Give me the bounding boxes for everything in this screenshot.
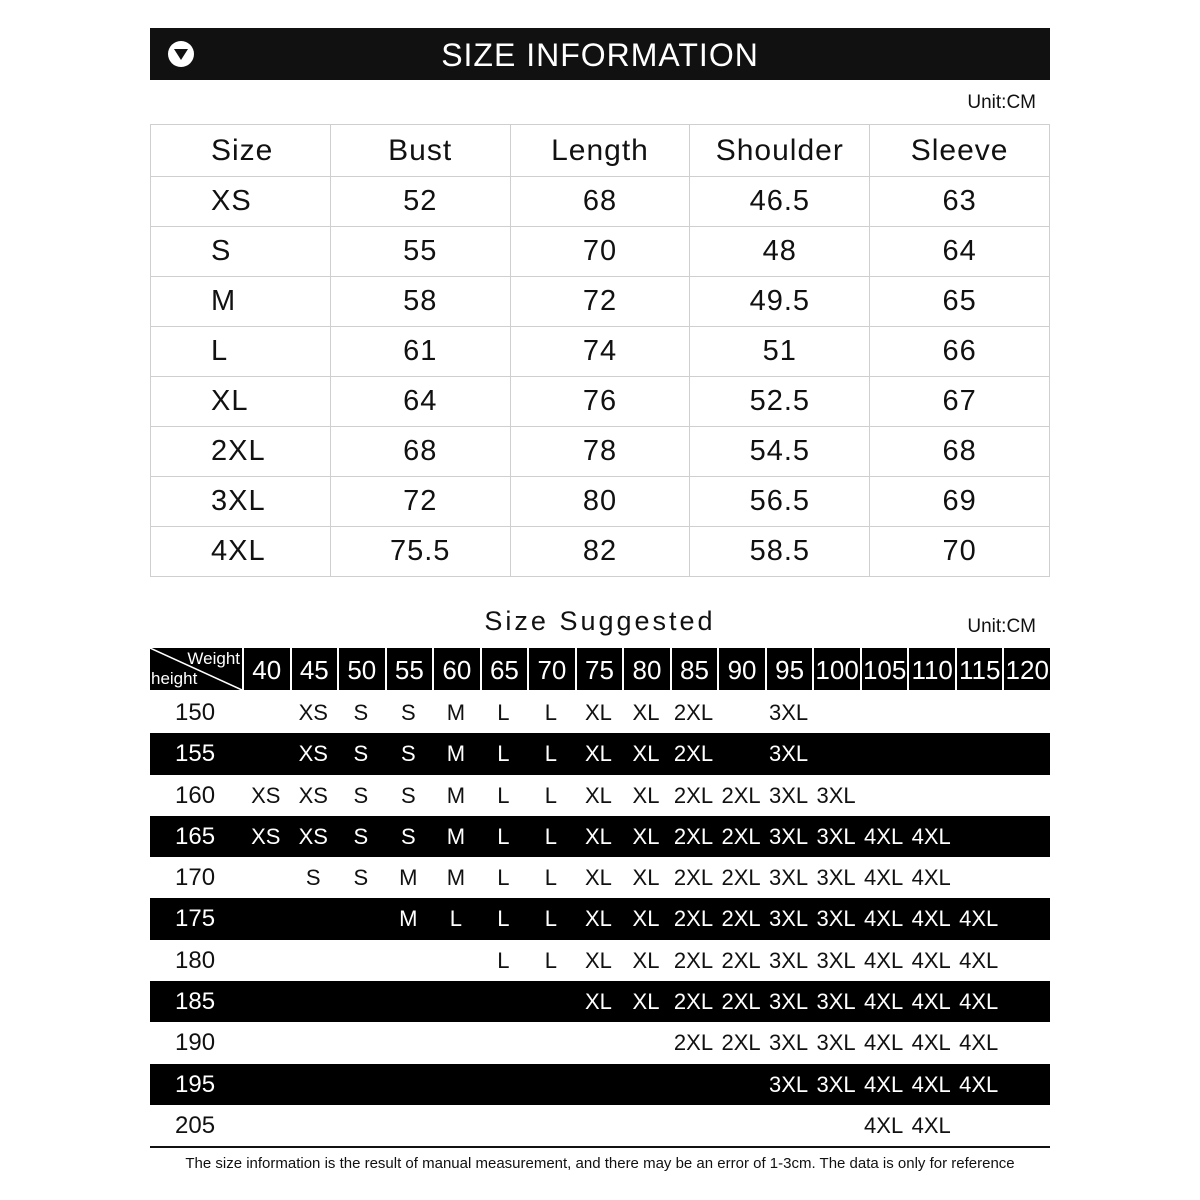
suggested-size-cell: M (399, 865, 418, 891)
height-label: 160 (175, 781, 216, 809)
table-cell: 58.5 (690, 527, 870, 577)
suggested-size-cell: XL (632, 823, 660, 849)
suggested-size-cell: 4XL (959, 906, 999, 932)
table-row (151, 327, 1050, 377)
suggested-size-cell: 4XL (959, 947, 999, 973)
suggested-size-cell: XL (585, 947, 612, 973)
weight-header-cell: 80 (622, 648, 670, 690)
suggested-size-cell: L (544, 741, 558, 767)
weight-header-cell: 70 (527, 648, 575, 690)
suggested-size-cell: 2XL (673, 989, 714, 1015)
suggested-size-cell: 3XL (768, 1071, 809, 1097)
suggested-size-cell: 3XL (768, 947, 809, 973)
height-label: 180 (175, 946, 216, 974)
suggested-size-cell: L (544, 947, 558, 973)
suggested-size-cell: 2XL (721, 782, 761, 808)
suggested-size-cell: L (544, 906, 558, 932)
suggested-size-cell: 2XL (673, 782, 714, 808)
weight-height-corner (150, 648, 242, 690)
table-row (151, 227, 1050, 277)
table-cell: 67 (870, 377, 1050, 427)
suggested-size-cell: 2XL (673, 823, 714, 849)
header-bar (150, 28, 1050, 80)
height-label: 170 (175, 864, 216, 892)
height-label: 155 (175, 740, 216, 768)
suggested-size-cell: L (497, 865, 510, 891)
suggested-size-cell: 3XL (768, 1030, 809, 1056)
suggested-size-cell: 4XL (911, 906, 951, 932)
table-cell: 68 (330, 427, 510, 477)
weight-header-cell: 60 (432, 648, 480, 690)
weight-header-cell: 120 (1002, 648, 1050, 690)
weight-header-cell: 95 (765, 648, 813, 690)
suggested-size-cell: 4XL (911, 1112, 951, 1138)
weight-header-cell: 75 (575, 648, 623, 690)
suggested-size-cell: L (497, 906, 510, 932)
table-cell: 70 (870, 527, 1050, 577)
weight-header-cell: 40 (242, 648, 290, 690)
suggested-size-cell: S (353, 865, 369, 891)
table-cell: 70 (510, 227, 690, 277)
weight-header-cell: 45 (290, 648, 338, 690)
suggested-size-cell: 3XL (768, 741, 809, 767)
suggested-size-cell: 3XL (768, 700, 809, 725)
suggested-size-cell: S (400, 741, 416, 767)
suggested-size-cell: XL (632, 741, 660, 767)
suggested-size-cell: 3XL (816, 782, 856, 808)
suggested-size-cell: 3XL (816, 1030, 856, 1056)
table-cell: 63 (870, 177, 1050, 227)
size-suggested-table (150, 692, 1050, 1146)
suggested-size-cell: L (497, 782, 510, 808)
table-cell: 2XL (151, 427, 331, 477)
page-title: SIZE INFORMATION (441, 37, 759, 73)
weight-header-row (150, 648, 1050, 690)
table-cell: 48 (690, 227, 870, 277)
table-row (150, 981, 1050, 1022)
suggested-size-cell: XL (585, 782, 612, 808)
table-row (150, 857, 1050, 898)
table-cell: 72 (330, 477, 510, 527)
suggested-size-cell: XL (632, 865, 660, 891)
table-cell: 55 (330, 227, 510, 277)
table-row (150, 775, 1050, 816)
table-cell: 4XL (151, 527, 331, 577)
footnote: The size information is the result of manual measurement, and there may be an error of 1-3cm. The data is only for reference (185, 1155, 1015, 1172)
suggested-size-cell: 2XL (673, 906, 714, 932)
table-cell: 75.5 (330, 527, 510, 577)
table-row (150, 816, 1050, 857)
table-cell: 52 (330, 177, 510, 227)
suggested-size-cell: S (400, 782, 416, 808)
suggested-size-cell: S (353, 741, 369, 767)
table-row (150, 898, 1050, 939)
suggested-size-cell: S (400, 823, 416, 849)
suggested-size-cell: XL (585, 865, 612, 891)
suggested-size-cell: 3XL (816, 865, 856, 891)
suggested-size-cell: 3XL (768, 906, 809, 932)
height-label: 190 (175, 1029, 216, 1057)
table-row (151, 427, 1050, 477)
suggested-size-cell: 4XL (864, 989, 904, 1015)
suggested-size-cell: 4XL (959, 1030, 999, 1056)
table-cell: 66 (870, 327, 1050, 377)
table-cell: 61 (330, 327, 510, 377)
weight-header-cell: 110 (907, 648, 955, 690)
table-row (150, 1105, 1050, 1146)
table-cell: 76 (510, 377, 690, 427)
suggested-size-cell: XL (585, 700, 612, 725)
suggested-size-cell: 4XL (911, 989, 951, 1015)
table-cell: 56.5 (690, 477, 870, 527)
suggested-size-cell: 2XL (673, 700, 714, 725)
table-cell: 49.5 (690, 277, 870, 327)
suggested-size-cell: XL (585, 906, 612, 932)
table-cell: XS (151, 177, 331, 227)
suggested-size-cell: 3XL (768, 865, 809, 891)
table-cell: 3XL (151, 477, 331, 527)
table-cell: 74 (510, 327, 690, 377)
size-table-unit: Unit:CM (967, 92, 1036, 113)
suggested-size-cell: 3XL (768, 823, 809, 849)
table-cell: 78 (510, 427, 690, 477)
table-cell: 64 (330, 377, 510, 427)
suggested-size-cell: 3XL (816, 1071, 856, 1097)
suggested-size-cell: XL (632, 700, 660, 725)
table-cell: S (151, 227, 331, 277)
suggested-size-cell: XS (251, 782, 281, 808)
column-header-bust: Bust (330, 125, 510, 177)
suggested-size-cell: L (544, 823, 558, 849)
suggested-size-cell: 4XL (864, 823, 904, 849)
table-row (151, 527, 1050, 577)
suggested-size-cell: 3XL (768, 989, 809, 1015)
suggested-size-cell: 2XL (673, 741, 714, 767)
suggested-size-cell: 4XL (911, 947, 951, 973)
suggested-size-cell: XS (298, 700, 328, 725)
table-cell: M (151, 277, 331, 327)
suggested-size-cell: 3XL (816, 906, 856, 932)
table-row (151, 377, 1050, 427)
suggested-size-cell: 3XL (816, 947, 856, 973)
column-header-sleeve: Sleeve (870, 125, 1050, 177)
suggested-size-cell: XL (632, 906, 660, 932)
table-cell: XL (151, 377, 331, 427)
suggested-size-cell: 4XL (864, 947, 904, 973)
table-cell: 58 (330, 277, 510, 327)
weight-header-cell: 55 (385, 648, 433, 690)
divider (150, 1146, 1050, 1148)
table-row (150, 1022, 1050, 1063)
suggested-size-cell: 3XL (768, 782, 809, 808)
suggested-size-cell: XS (298, 823, 328, 849)
table-row (150, 1064, 1050, 1105)
weight-header-cell: 100 (812, 648, 860, 690)
table-cell: 72 (510, 277, 690, 327)
table-row (150, 940, 1050, 981)
suggested-size-cell: L (449, 906, 462, 932)
suggested-size-cell: XL (632, 989, 660, 1015)
suggested-size-cell: 2XL (721, 989, 761, 1015)
height-label: 195 (175, 1070, 216, 1098)
suggested-size-cell: S (353, 782, 369, 808)
weight-header-cell: 65 (480, 648, 528, 690)
weight-header-cell: 85 (670, 648, 718, 690)
suggested-size-cell: M (446, 741, 466, 767)
suggested-size-cell: XL (585, 823, 612, 849)
suggested-size-cell: S (400, 700, 416, 725)
weight-header-cell: 90 (717, 648, 765, 690)
suggested-size-cell: S (353, 700, 369, 725)
suggested-size-cell: 4XL (911, 865, 951, 891)
suggested-size-cell: 3XL (816, 823, 856, 849)
suggested-size-cell: M (446, 782, 466, 808)
size-information-table (150, 124, 1050, 577)
suggested-size-cell: M (446, 700, 466, 725)
suggested-size-cell: 2XL (721, 865, 761, 891)
table-row (151, 177, 1050, 227)
suggested-size-cell: XS (251, 823, 281, 849)
suggested-size-cell: 4XL (864, 906, 904, 932)
table-cell: 52.5 (690, 377, 870, 427)
suggested-size-cell: 4XL (911, 1030, 951, 1056)
suggested-size-cell: 4XL (959, 989, 999, 1015)
height-label: 165 (175, 822, 216, 850)
suggested-size-cell: 2XL (721, 947, 761, 973)
table-row (150, 692, 1050, 733)
weight-header-cell: 115 (955, 648, 1003, 690)
table-cell: 65 (870, 277, 1050, 327)
height-label: 185 (175, 988, 216, 1016)
table-cell: 68 (870, 427, 1050, 477)
table-cell: 51 (690, 327, 870, 377)
corner-weight-label: Weight (187, 649, 240, 668)
suggested-size-cell: XL (632, 947, 660, 973)
corner-height-label: height (151, 669, 198, 688)
suggested-size-cell: 4XL (864, 865, 904, 891)
suggested-size-cell: 2XL (673, 947, 714, 973)
column-header-length: Length (510, 125, 690, 177)
suggested-size-cell: 4XL (911, 823, 951, 849)
weight-header-cell: 105 (860, 648, 908, 690)
size-suggested-title: Size Suggested (484, 606, 716, 636)
column-header-size: Size (151, 125, 331, 177)
suggested-size-cell: 4XL (959, 1071, 999, 1097)
size-suggested-unit: Unit:CM (967, 616, 1036, 637)
table-cell: 46.5 (690, 177, 870, 227)
suggested-size-cell: 2XL (673, 1030, 714, 1056)
suggested-size-cell: 2XL (673, 865, 714, 891)
suggested-size-cell: 4XL (911, 1071, 951, 1097)
table-row (151, 277, 1050, 327)
table-cell: 82 (510, 527, 690, 577)
suggested-size-cell: XL (585, 989, 612, 1015)
suggested-size-cell: L (497, 823, 510, 849)
suggested-size-cell: 2XL (721, 906, 761, 932)
suggested-size-cell: L (497, 947, 510, 973)
suggested-size-cell: 4XL (864, 1030, 904, 1056)
weight-header-cell: 50 (337, 648, 385, 690)
suggested-size-cell: L (544, 865, 558, 891)
table-row (150, 733, 1050, 774)
suggested-size-cell: L (497, 741, 510, 767)
column-header-shoulder: Shoulder (690, 125, 870, 177)
table-cell: 68 (510, 177, 690, 227)
suggested-size-cell: 4XL (864, 1112, 904, 1138)
suggested-size-cell: M (446, 865, 466, 891)
suggested-size-cell: XS (298, 782, 328, 808)
suggested-size-cell: S (353, 823, 369, 849)
suggested-size-cell: 2XL (721, 1030, 761, 1056)
table-cell: L (151, 327, 331, 377)
table-cell: 64 (870, 227, 1050, 277)
table-cell: 69 (870, 477, 1050, 527)
height-label: 175 (175, 905, 216, 933)
suggested-size-cell: 2XL (721, 823, 761, 849)
suggested-size-cell: XS (298, 741, 328, 767)
suggested-size-cell: 4XL (864, 1071, 904, 1097)
height-label: 205 (175, 1111, 216, 1139)
height-label: 150 (175, 699, 216, 726)
suggested-size-cell: XL (632, 782, 660, 808)
suggested-size-cell: S (305, 865, 321, 891)
table-header-row (151, 125, 1050, 177)
suggested-size-cell: XL (585, 741, 612, 767)
suggested-size-cell: M (399, 906, 418, 932)
table-cell: 54.5 (690, 427, 870, 477)
suggested-size-cell: L (544, 700, 558, 725)
table-row (151, 477, 1050, 527)
suggested-size-cell: M (446, 823, 466, 849)
suggested-size-cell: L (544, 782, 558, 808)
table-cell: 80 (510, 477, 690, 527)
suggested-size-cell: 3XL (816, 989, 856, 1015)
suggested-size-cell: L (497, 700, 510, 725)
